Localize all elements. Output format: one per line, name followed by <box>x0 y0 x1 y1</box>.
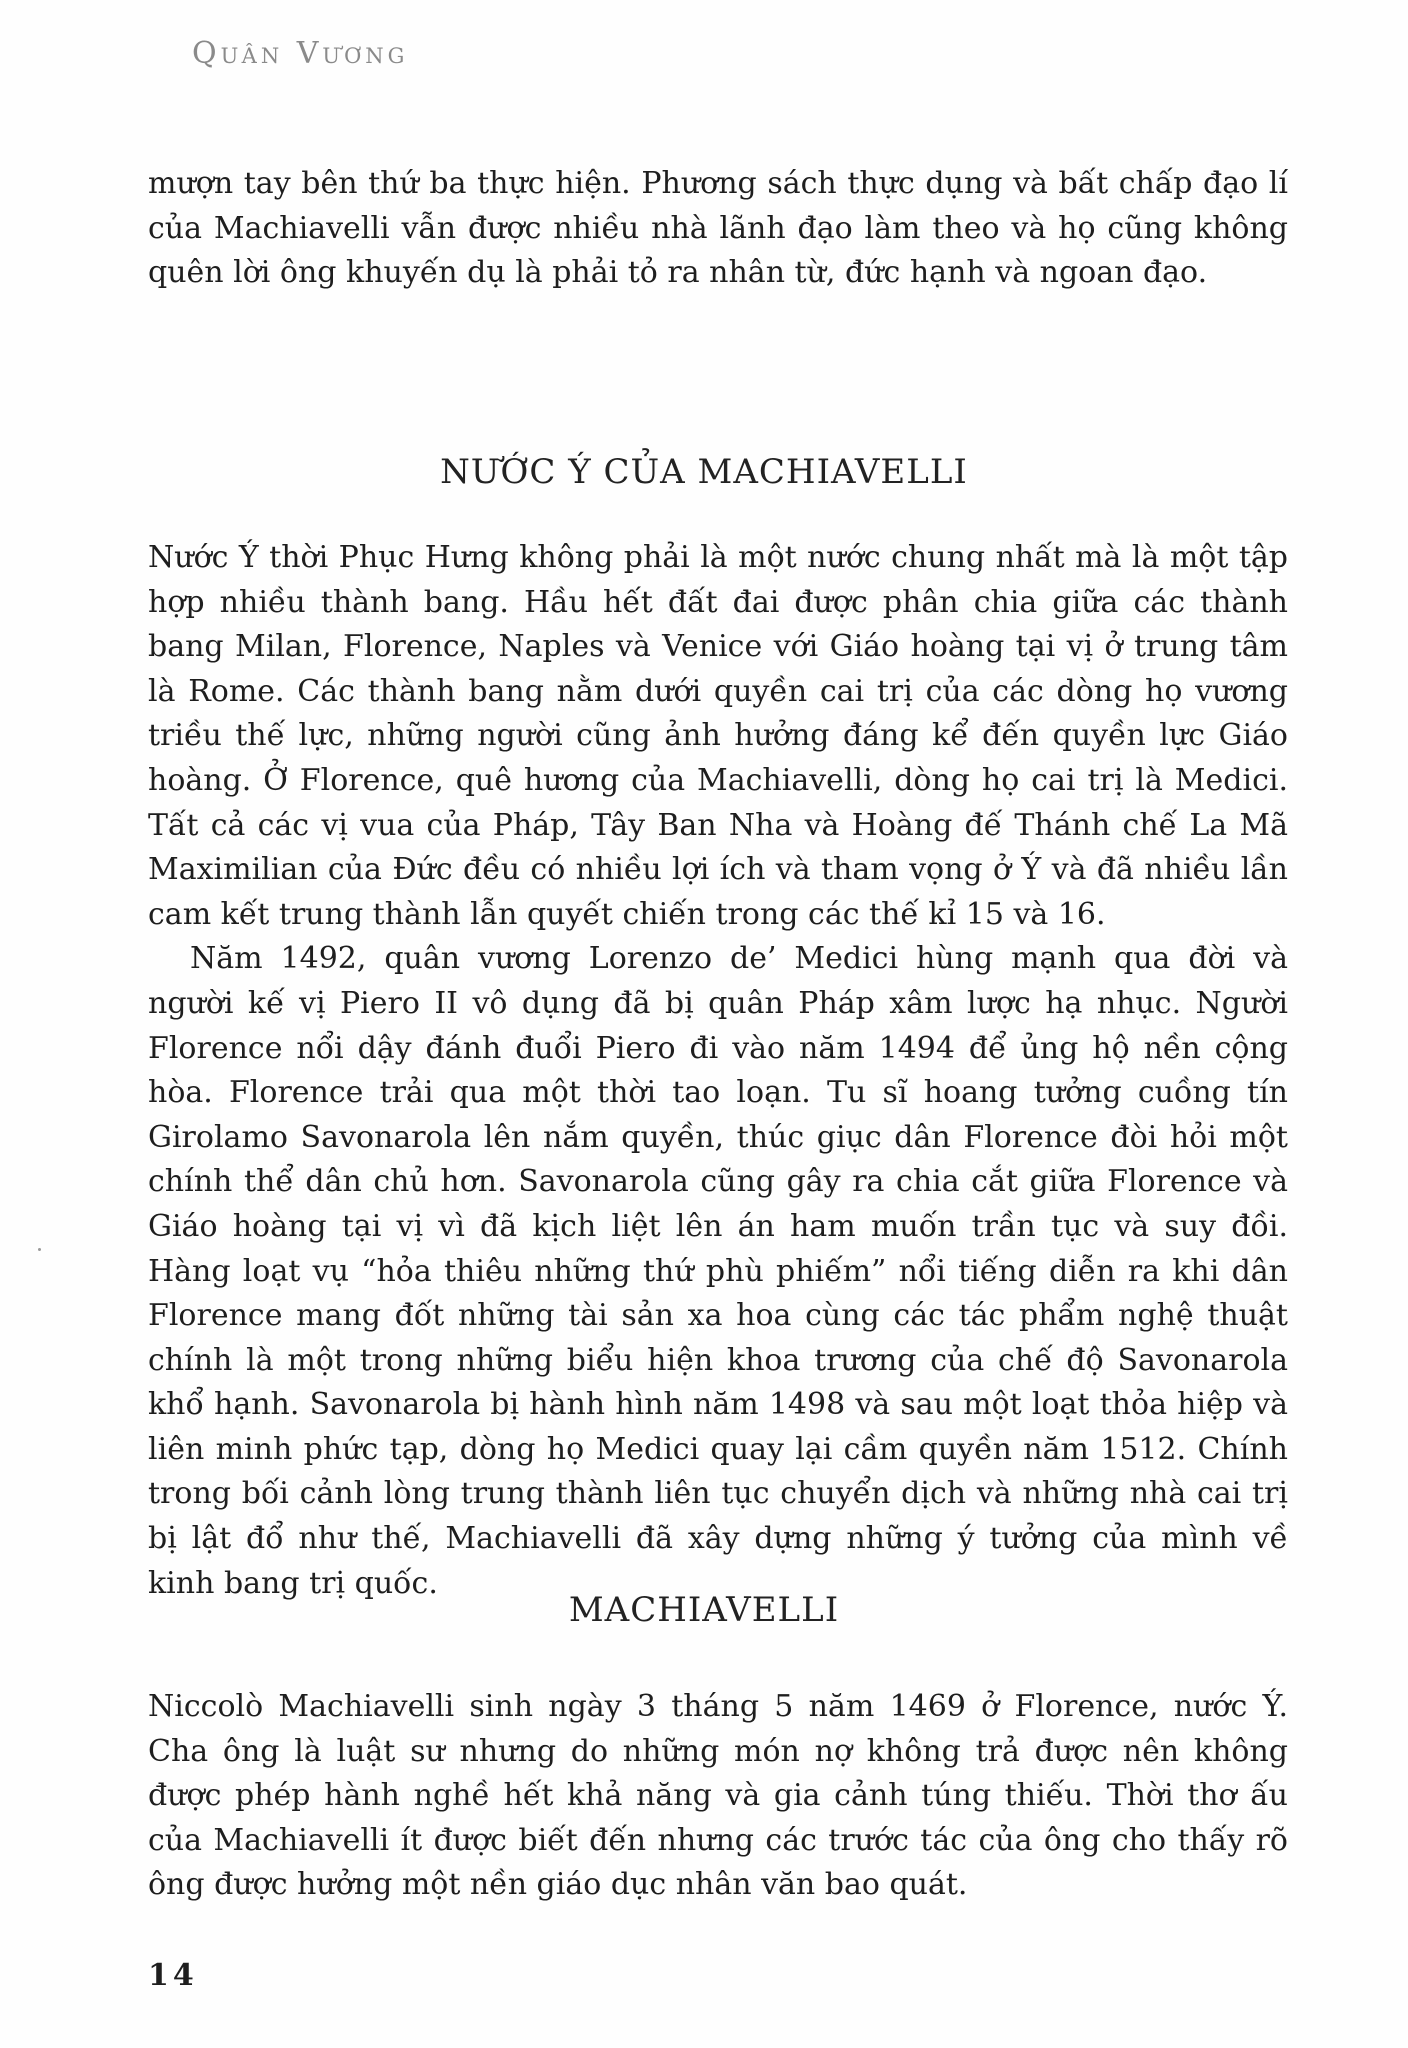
section-machiavelli-body <box>148 1685 1288 1908</box>
page-number: 14 <box>148 1958 198 1993</box>
italy-paragraph-1: Nước Ý thời Phục Hưng không phải là một nước chung nhất mà là một tập hợp nhiều thành bang. Hầu hết đất đai được phân chia giữa các thành bang Milan, Florence, Naples và Venice với Giáo hoàng tại vị ở trung tâm là Rome. Các thành bang nằm dưới quyền cai trị của các dòng họ vương triều thế lực, những người cũng ảnh hưởng đáng kể đến quyền lực Giáo hoàng. Ở Florence, quê hương của Machiavelli, dòng họ cai trị là Medici. Tất cả các vị vua của Pháp, Tây Ban Nha và Hoàng đế Thánh chế La Mã Maximilian của Đức đều có nhiều lợi ích và tham vọng ở Ý và đã nhiều lần cam kết trung thành lẫn quyết chiến trong các thế kỉ 15 và 16. <box>148 540 1288 932</box>
intro-block <box>148 162 1288 296</box>
section-heading-machiavelli: MACHIAVELLI <box>568 1590 840 1630</box>
margin-speck <box>38 1248 41 1251</box>
machiavelli-paragraph: Niccolò Machiavelli sinh ngày 3 tháng 5 năm 1469 ở Florence, nước Ý. Cha ông là luật sư nhưng do những món nợ không trả được nên không được phép hành nghề hết khả năng và gia cảnh túng thiếu. Thời thơ ấu của Machiavelli ít được biết đến nhưng các trước tác của ông cho thấy rõ ông được hưởng một nền giáo dục nhân văn bao quát. <box>148 1689 1288 1903</box>
intro-paragraph: mượn tay bên thứ ba thực hiện. Phương sách thực dụng và bất chấp đạo lí của Machiavelli vẫn được nhiều nhà lãnh đạo làm theo và họ cũng không quên lời ông khuyến dụ là phải tỏ ra nhân từ, đức hạnh và ngoan đạo. <box>148 166 1288 291</box>
section-italy-body <box>148 536 1288 1606</box>
running-header: Quân Vương <box>192 36 409 71</box>
section-heading-italy: NƯỚC Ý CỦA MACHIAVELLI <box>440 452 968 492</box>
italy-paragraph-2: Năm 1492, quân vương Lorenzo de’ Medici hùng mạnh qua đời và người kế vị Piero II vô dụng đã bị quân Pháp xâm lược hạ nhục. Người Florence nổi dậy đánh đuổi Piero đi vào năm 1494 để ủng hộ nền cộng hòa. Florence trải qua một thời tao loạn. Tu sĩ hoang tưởng cuồng tín Girolamo Savonarola lên nắm quyền, thúc giục dân Florence đòi hỏi một chính thể dân chủ hơn. Savonarola cũng gây ra chia cắt giữa Florence và Giáo hoàng tại vị vì đã kịch liệt lên án ham muốn trần tục và suy đồi. Hàng loạt vụ “hỏa thiêu những thứ phù phiếm” nổi tiếng diễn ra khi dân Florence mang đốt những tài sản xa hoa cùng các tác phẩm nghệ thuật chính là một trong những biểu hiện khoa trương của chế độ Savonarola khổ hạnh. Savonarola bị hành hình năm 1498 và sau một loạt thỏa hiệp và liên minh phức tạp, dòng họ Medici quay lại cầm quyền năm 1512. Chính trong bối cảnh lòng trung thành liên tục chuyển dịch và những nhà cai trị bị lật đổ như thế, Machiavelli đã xây dựng những ý tưởng của mình về kinh bang trị quốc. <box>148 941 1288 1601</box>
